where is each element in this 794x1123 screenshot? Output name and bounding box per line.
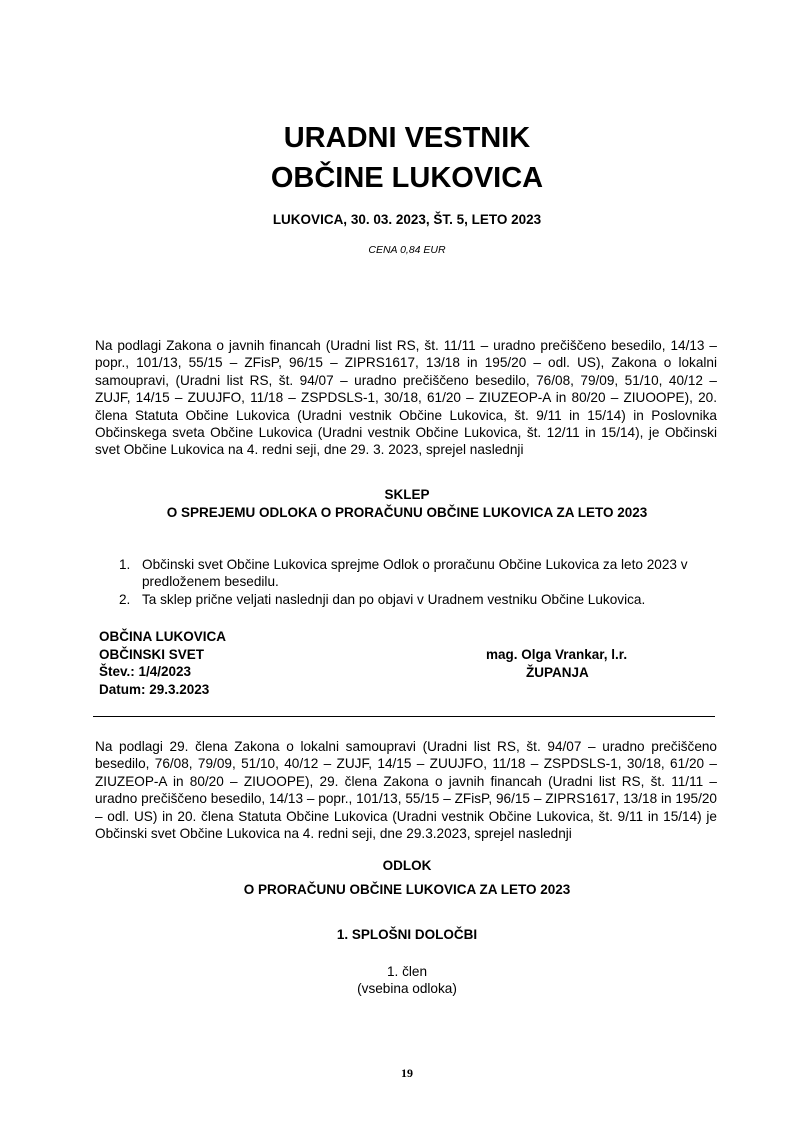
signature-block-right [486,646,627,681]
signature-date: Datum: 29.3.2023 [99,681,210,697]
article-title: (vsebina odloka) [357,981,457,996]
signature-number: Štev.: 1/4/2023 [99,664,192,680]
odlok-title: ODLOK [382,858,432,873]
section-heading: 1. SPLOŠNI DOLOČBI [336,927,478,942]
signature-org: OBČINA LUKOVICA [99,629,226,644]
article-number: 1. člen [386,964,428,979]
gazette-municipality: OBČINE LUKOVICA [270,162,544,194]
issue-line: LUKOVICA, 30. 03. 2023, ŠT. 5, LETO 2023 [272,212,542,227]
sklep-items [95,556,717,608]
separator-line [93,716,715,717]
signer-role: ŽUPANJA [526,664,589,680]
signature-block-left [99,628,226,698]
list-item-number: 2. [119,591,131,607]
sklep-preamble: Na podlagi Zakona o javnih financah (Uradni list RS, št. 11/11 – uradno prečiščeno besedilo, 14/13 – popr., 101/13, 55/15 – ZFisP, 96/15 – ZIPRS1617, 13/18 in 195/20 – odl. US), Zakona o lokalni samoupravi, (Uradni list RS, št. 94/07 – uradno prečiščeno besedilo, 76/08, 79/09, 51/10, 40/12 – ZUJF, 14/15 – ZUUJFO, 11/18 – ZSPDSLS-1, 30/18, 61/20 – ZIUZEOP-A in 80/20 – ZIUOOPE), 20. člena Statuta Občine Lukovica (Uradni vestnik Občine Lukovica, št. 9/11 in 15/14) in Poslovnika Občinskega sveta Občine Lukovica (Uradni vestnik Občine Lukovica, št. 12/11 in 15/14), je Občinski svet Občine Lukovica na 4. redni seji, dne 29. 3. 2023, sprejel naslednji [95,338,717,458]
signature-body: OBČINSKI SVET [99,646,205,662]
page-number: 19 [401,1066,413,1080]
list-item [95,591,717,608]
sklep-title: SKLEP [384,487,430,502]
list-item-text: Ta sklep prične veljati naslednji dan po objavi v Uradnem vestniku Občine Lukovica. [142,591,646,607]
sklep-subtitle: O SPREJEMU ODLOKA O PRORAČUNU OBČINE LUKOVICA ZA LETO 2023 [166,505,648,520]
signer-name: mag. Olga Vrankar, l.r. [486,647,628,662]
gazette-title: URADNI VESTNIK [283,122,531,154]
odlok-preamble: Na podlagi 29. člena Zakona o lokalni samoupravi (Uradni list RS, št. 94/07 – uradno prečiščeno besedilo, 76/08, 79/09, 51/10, 40/12 – ZUJF, 14/15 – ZUUJFO, 11/18 – ZSPDSLS-1, 30/18, 61/20 – ZIUZEOP-A in 80/20 – ZIUOOPE), 29. člena Zakona o javnih financah (Uradni list RS, št. 11/11 – uradno prečiščeno besedilo, 14/13 – popr., 101/13, 55/15 – ZFisP, 96/15 – ZIPRS1617, 13/18 in 195/20 – odl. US) in 20. člena Statuta Občine Lukovica (Uradni vestnik Občine Lukovica, št. 9/11 in 15/14) je Občinski svet Občine Lukovica na 4. redni seji, dne 29.3.2023, sprejel naslednji [95,739,717,842]
list-item-number: 1. [119,557,131,572]
price-label: CENA 0,84 EUR [368,244,446,256]
list-item-text: Občinski svet Občine Lukovica sprejme Odlok o proračunu Občine Lukovica za leto 2023 v predloženem besedilu. [142,557,688,590]
list-item [95,556,717,591]
odlok-subtitle: O PRORAČUNU OBČINE LUKOVICA ZA LETO 2023 [243,882,571,897]
